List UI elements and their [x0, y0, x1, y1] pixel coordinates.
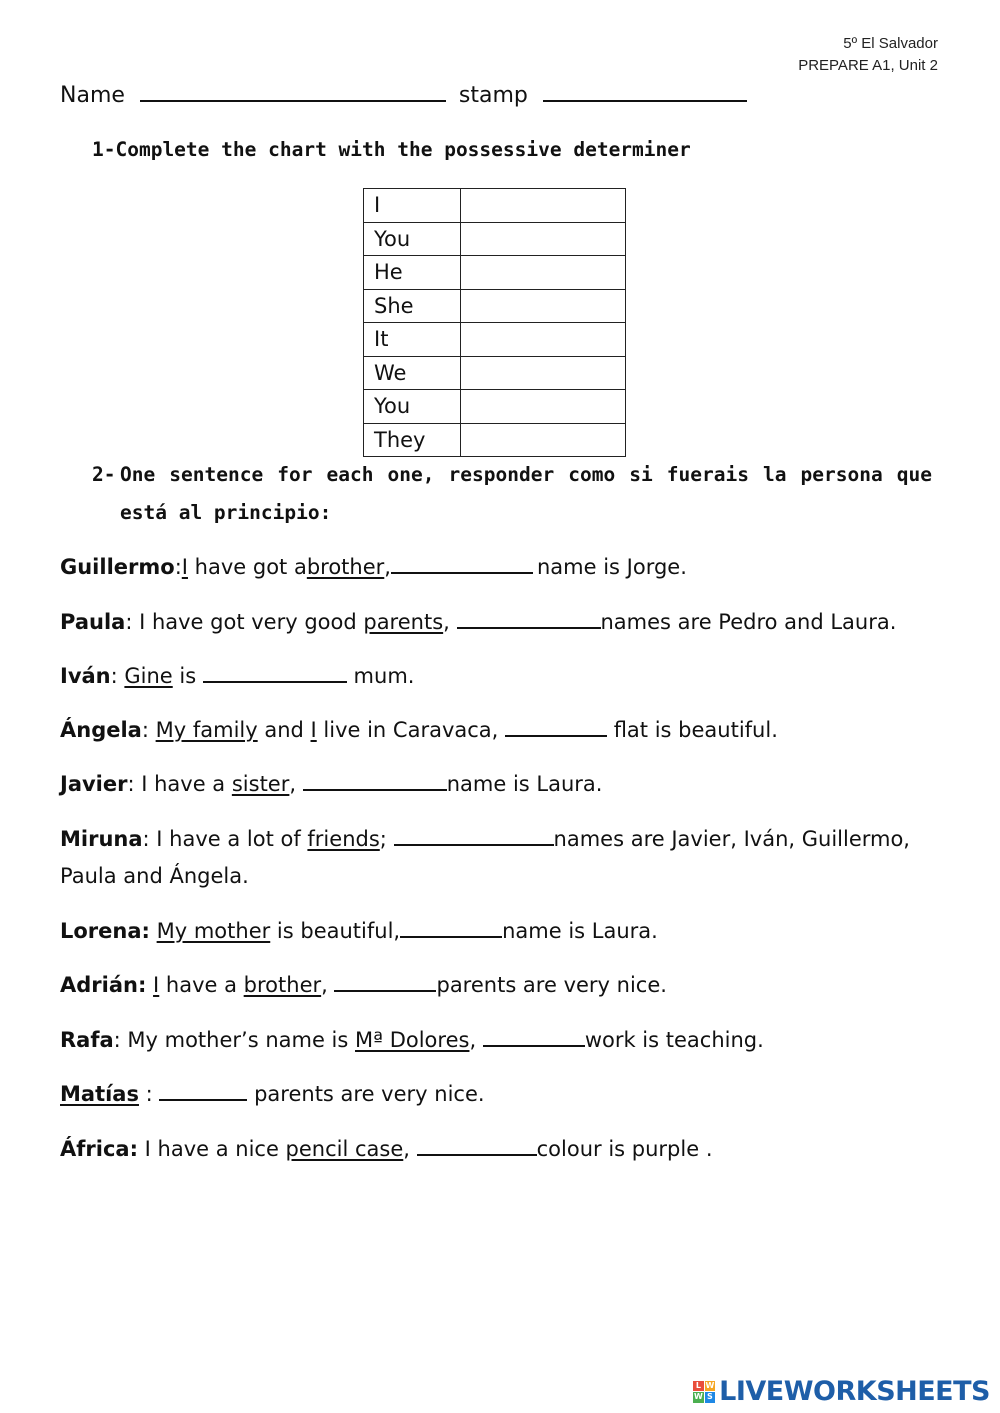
exercise-2-heading — [92, 456, 932, 532]
exercise-1-title: Complete the chart with the possessive determiner — [115, 138, 691, 161]
pronoun-cell: You — [364, 390, 461, 424]
sentence-ivan: Iván: Gine is mum. — [60, 658, 940, 695]
answer-blank[interactable] — [483, 1025, 585, 1047]
speaker-name: Javier — [60, 772, 128, 796]
chart-row — [364, 390, 626, 424]
stamp-label: stamp — [458, 83, 528, 108]
name-field[interactable] — [140, 82, 446, 102]
speaker-name: Iván — [60, 664, 111, 688]
speaker-name: Guillermo — [60, 555, 175, 579]
sentence-miruna: Miruna: I have a lot of friends; names are Javier, Iván, Guillermo, Paula and Ángela. — [60, 821, 940, 895]
chart-row — [364, 423, 626, 457]
liveworksheets-logo-icon: L W W S — [693, 1380, 715, 1401]
answer-blank[interactable] — [391, 552, 533, 574]
name-row — [60, 82, 747, 108]
chart-row — [364, 189, 626, 223]
pronoun-cell: We — [364, 356, 461, 390]
sentence-rafa: Rafa: My mother’s name is Mª Dolores, work is teaching. — [60, 1022, 940, 1059]
answer-cell[interactable] — [461, 423, 626, 457]
sentence-angela: Ángela: My family and I live in Caravaca, flat is beautiful. — [60, 712, 940, 749]
sentence-matias: Matías : parents are very nice. — [60, 1076, 940, 1113]
chart-row — [364, 289, 626, 323]
speaker-name: Ángela — [60, 718, 142, 742]
speaker-name: Miruna — [60, 827, 143, 851]
chart-row — [364, 323, 626, 357]
chart-row — [364, 356, 626, 390]
answer-blank[interactable] — [505, 715, 607, 737]
exercise-1-number: 1- — [92, 138, 116, 161]
exercise-1-heading — [92, 138, 691, 161]
answer-cell[interactable] — [461, 390, 626, 424]
answer-cell[interactable] — [461, 256, 626, 290]
answer-blank[interactable] — [394, 824, 554, 846]
answer-blank[interactable] — [417, 1134, 537, 1156]
unit-label: PREPARE A1, Unit 2 — [798, 57, 938, 74]
pronoun-cell: You — [364, 222, 461, 256]
pronoun-cell: He — [364, 256, 461, 290]
chart-row — [364, 222, 626, 256]
pronoun-cell: It — [364, 323, 461, 357]
exercise-2-number: 2- — [92, 463, 116, 486]
answer-blank[interactable] — [203, 661, 347, 683]
answer-blank[interactable] — [303, 769, 447, 791]
answer-cell[interactable] — [461, 323, 626, 357]
liveworksheets-logo[interactable] — [693, 1376, 990, 1407]
liveworksheets-logo-text: LIVEWORKSHEETS — [719, 1376, 990, 1407]
stamp-field[interactable] — [543, 82, 747, 102]
sentence-lorena: Lorena: My mother is beautiful, name is Laura. — [60, 913, 940, 950]
name-label: Name — [60, 83, 125, 108]
sentence-adrian: Adrián: I have a brother, parents are very nice. — [60, 967, 940, 1004]
answer-cell[interactable] — [461, 289, 626, 323]
sentence-javier: Javier: I have a sister, name is Laura. — [60, 766, 940, 803]
class-label: 5º El Salvador — [843, 35, 938, 52]
possessive-chart — [363, 188, 626, 457]
pronoun-cell: I — [364, 189, 461, 223]
answer-blank[interactable] — [334, 970, 436, 992]
speaker-name: Matías — [60, 1082, 139, 1106]
answer-blank[interactable] — [159, 1079, 247, 1101]
answer-cell[interactable] — [461, 189, 626, 223]
sentence-africa: África: I have a nice pencil case, colour is purple . — [60, 1131, 940, 1168]
speaker-name: Rafa — [60, 1028, 114, 1052]
sentence-guillermo: Guillermo:I have got abrother, name is Jorge. — [60, 549, 940, 586]
exercise-2-title: One sentence for each one, responder como si fuerais la persona que está al principio: — [120, 463, 932, 524]
speaker-name: Lorena: — [60, 919, 150, 943]
pronoun-cell: She — [364, 289, 461, 323]
speaker-name: África: — [60, 1137, 138, 1161]
sentence-paula: Paula: I have got very good parents, names are Pedro and Laura. — [60, 604, 940, 641]
answer-blank[interactable] — [457, 607, 601, 629]
answer-cell[interactable] — [461, 356, 626, 390]
answer-blank[interactable] — [400, 916, 502, 938]
speaker-name: Adrián: — [60, 973, 147, 997]
pronoun-cell: They — [364, 423, 461, 457]
answer-cell[interactable] — [461, 222, 626, 256]
chart-row — [364, 256, 626, 290]
speaker-name: Paula — [60, 610, 126, 634]
